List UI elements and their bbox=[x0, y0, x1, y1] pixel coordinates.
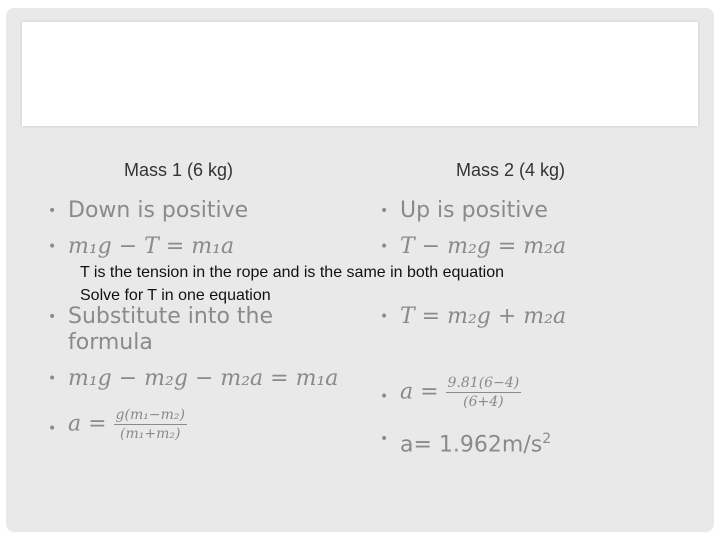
fraction-general: $\frac{\text{g(m₁−m₂)}}{\text{(m₁+m₂)}}$ bbox=[115, 407, 185, 442]
note-tension: T is the tension in the rope and is the same in both equation bbox=[80, 264, 504, 281]
equation-mass1: • m₁g − T = m₁a bbox=[48, 234, 235, 259]
bullet-dot-icon: • bbox=[48, 203, 57, 219]
equation-a-general: • a = $\frac{\text{g(m₁−m₂)}}{\text{(m₁+m₂)}}$ bbox=[48, 407, 185, 442]
title-placeholder bbox=[22, 22, 698, 126]
slide bbox=[6, 8, 714, 532]
bullet-substitute: • Substitute into the formula bbox=[48, 304, 274, 355]
bullet-dot-icon: • bbox=[380, 431, 389, 447]
bullet-dot-icon: • bbox=[48, 421, 57, 437]
bullet-dot-icon: • bbox=[48, 239, 57, 255]
bullet-dot-icon: • bbox=[380, 239, 389, 255]
bullet-dot-icon: • bbox=[380, 203, 389, 219]
bullet-down-positive: • Down is positive bbox=[48, 198, 249, 223]
unit-exponent: 2 bbox=[542, 431, 552, 447]
equation-T: • T = m₂g + m₂a bbox=[380, 304, 567, 329]
equation-mass2: • T − m₂g = m₂a bbox=[380, 234, 567, 259]
note-solve: Solve for T in one equation bbox=[80, 287, 271, 304]
bullet-up-positive: • Up is positive bbox=[380, 198, 548, 223]
mass1-header: Mass 1 (6 kg) bbox=[124, 160, 234, 180]
equation-a-numeric: • a = $\frac{9.81(6-4)}{(6+4)}$ bbox=[380, 375, 520, 410]
bullet-dot-icon: • bbox=[48, 309, 57, 325]
mass2-header: Mass 2 (4 kg) bbox=[456, 160, 566, 180]
equation-combined: • m₁g − m₂g − m₂a = m₁a bbox=[48, 366, 339, 391]
bullet-dot-icon: • bbox=[380, 309, 389, 325]
bullet-dot-icon: • bbox=[380, 389, 389, 405]
fraction-numeric: $\frac{9.81(6-4)}{(6+4)}$ bbox=[447, 375, 520, 410]
bullet-result: • $a= 1.962m/s^2$ bbox=[400, 426, 551, 458]
bullet-dot-icon: • bbox=[48, 371, 57, 387]
